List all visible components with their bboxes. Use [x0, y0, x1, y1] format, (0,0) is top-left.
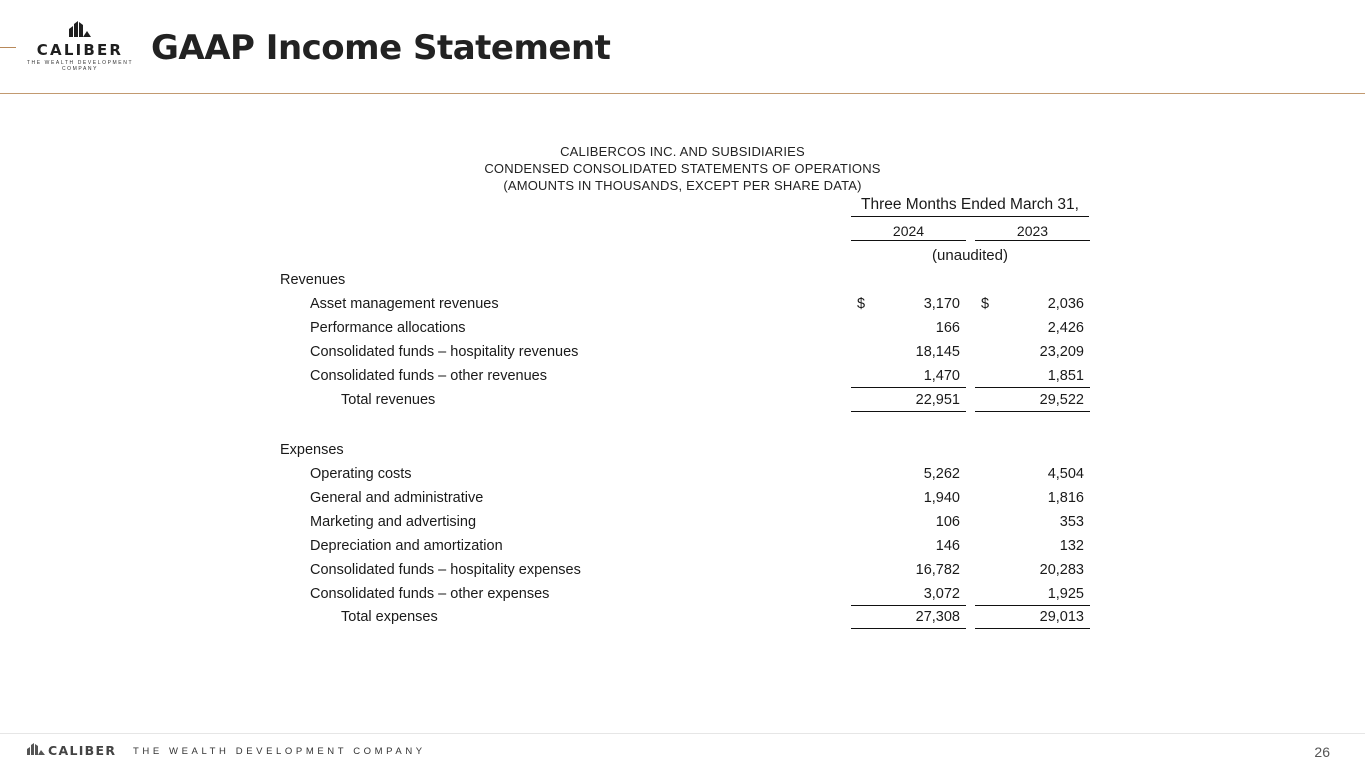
table-row — [280, 318, 1090, 340]
year-header-2024: 2024 — [851, 223, 966, 241]
building-icon — [26, 742, 46, 756]
value-2024: 16,782 — [915, 562, 960, 578]
row-label: General and administrative — [310, 490, 484, 506]
value-2024: 146 — [935, 538, 960, 554]
table-row — [280, 488, 1090, 510]
currency-symbol: $ — [981, 296, 990, 312]
total-value-2024: 27,308 — [915, 609, 960, 625]
footer-brand: CALIBER — [48, 743, 117, 758]
building-icon — [67, 20, 93, 38]
unaudited-note: (unaudited) — [932, 247, 1008, 264]
total-row-revenues — [280, 390, 1090, 412]
logo-wordmark: CALIBER — [36, 41, 124, 59]
footer-divider — [0, 733, 1365, 734]
value-2024: 1,940 — [923, 490, 960, 506]
value-2024: 1,470 — [923, 368, 960, 384]
footer-tagline: THE WEALTH DEVELOPMENT COMPANY — [133, 746, 426, 757]
value-2023: 2,426 — [1047, 320, 1084, 336]
currency-symbol: $ — [857, 296, 866, 312]
row-label: Consolidated funds – other revenues — [310, 368, 547, 384]
value-2023: 132 — [1059, 538, 1084, 554]
statement-name: CONDENSED CONSOLIDATED STATEMENTS OF OPERATIONS — [484, 161, 881, 176]
value-2023: 20,283 — [1039, 562, 1084, 578]
caliber-logo — [24, 20, 136, 72]
row-label: Operating costs — [310, 466, 412, 482]
section-title-revenues: Revenues — [280, 272, 346, 288]
total-value-2023: 29,522 — [1039, 392, 1084, 408]
row-label: Consolidated funds – hospitality expenses — [310, 562, 581, 578]
row-label: Asset management revenues — [310, 296, 499, 312]
value-2024: 106 — [935, 514, 960, 530]
table-row — [280, 512, 1090, 534]
section-title-expenses: Expenses — [280, 442, 344, 458]
value-2023: 23,209 — [1039, 344, 1084, 360]
company-name: CALIBERCOS INC. AND SUBSIDIARIES — [560, 144, 805, 159]
value-2024: 3,170 — [923, 296, 960, 312]
page-title: GAAP Income Statement — [151, 28, 611, 68]
value-2023: 1,851 — [1047, 368, 1084, 384]
value-2023: 1,816 — [1047, 490, 1084, 506]
row-label: Performance allocations — [310, 320, 466, 336]
row-label: Depreciation and amortization — [310, 538, 503, 554]
total-value-2023: 29,013 — [1039, 609, 1084, 625]
value-2023: 1,925 — [1047, 586, 1084, 602]
header-divider — [0, 93, 1365, 94]
value-2023: 2,036 — [1047, 296, 1084, 312]
page-number: 26 — [1314, 744, 1330, 760]
value-2024: 18,145 — [915, 344, 960, 360]
row-label: Total expenses — [341, 609, 438, 625]
table-row — [280, 366, 1090, 388]
row-label: Marketing and advertising — [310, 514, 477, 530]
logo-tagline: THE WEALTH DEVELOPMENT COMPANY — [26, 60, 134, 72]
value-2023: 353 — [1059, 514, 1084, 530]
value-2024: 5,262 — [923, 466, 960, 482]
table-row — [280, 294, 1090, 316]
header-accent-tick — [0, 47, 16, 48]
table-row — [280, 560, 1090, 582]
statement-heading — [400, 143, 965, 194]
total-row-expenses — [280, 607, 1090, 629]
total-value-2024: 22,951 — [915, 392, 960, 408]
table-row — [280, 464, 1090, 486]
value-2024: 166 — [935, 320, 960, 336]
row-label: Consolidated funds – other expenses — [310, 586, 550, 602]
period-header: Three Months Ended March 31, — [851, 196, 1089, 217]
row-label: Total revenues — [341, 392, 436, 408]
table-row — [280, 342, 1090, 364]
value-2024: 3,072 — [923, 586, 960, 602]
table-row — [280, 536, 1090, 558]
year-header-2023: 2023 — [975, 223, 1090, 241]
row-label: Consolidated funds – hospitality revenues — [310, 344, 579, 360]
statement-units: (AMOUNTS IN THOUSANDS, EXCEPT PER SHARE DATA) — [503, 178, 862, 193]
table-row — [280, 584, 1090, 606]
value-2023: 4,504 — [1047, 466, 1084, 482]
